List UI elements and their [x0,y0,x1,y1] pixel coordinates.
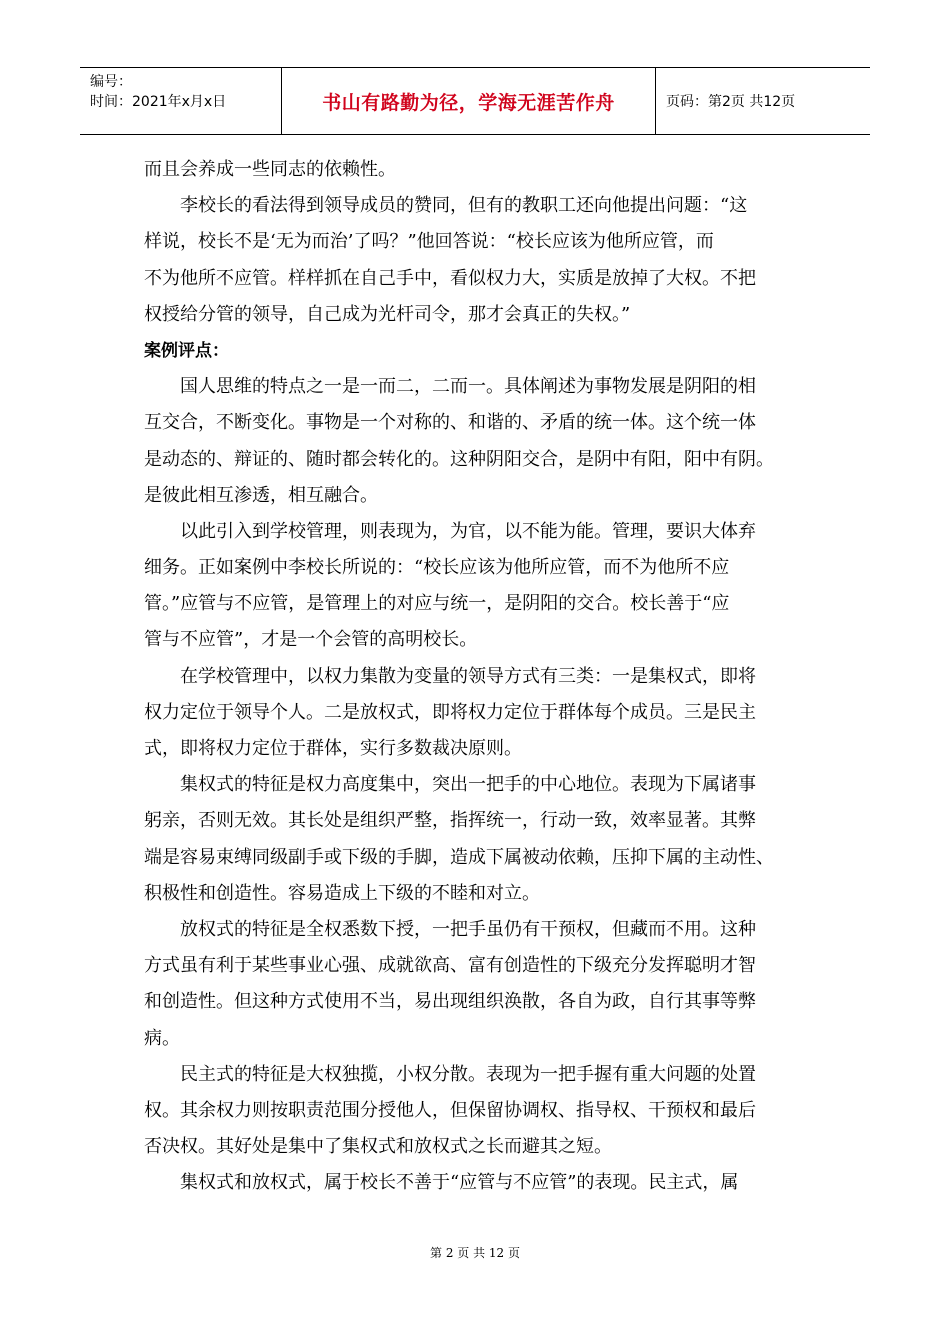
text-line: 不为他所不应管。样样抓在自己手中，看似权力大，实质是放掉了大权。不把 [144,267,756,289]
text-line: 是动态的、辩证的、随时都会转化的。这种阴阳交合，是阴中有阳，阳中有阴。 [144,448,774,470]
text-line: 病。 [144,1027,180,1049]
text-line: 积极性和创造性。容易造成上下级的不睦和对立。 [144,882,540,904]
document-header [80,67,870,135]
header-motto: 书山有路勤为径，学海无涯苦作舟 [282,68,656,134]
header-meta-cell [80,68,282,134]
header-page-indicator: 页码：第2页 共12页 [666,94,796,110]
text-line: 和创造性。但这种方式使用不当，易出现组织涣散，各自为政，自行其事等弊 [144,991,756,1013]
document-number-label: 编号： [90,74,132,90]
text-line: 权授给分管的领导，自己成为光杆司令，那才会真正的失权。” [144,303,631,325]
document-date-label: 时间：2021年x月x日 [90,94,227,110]
text-line: 是彼此相互渗透，相互融合。 [144,484,378,506]
text-line: 集权式和放权式，属于校长不善于“应管与不应管”的表现。民主式，属 [180,1172,739,1194]
text-line: 互交合，不断变化。事物是一个对称的、和谐的、矛盾的统一体。这个统一体 [144,412,756,434]
section-heading: 案例评点： [144,340,229,361]
text-line: 式，即将权力定位于群体，实行多数裁决原则。 [144,738,522,759]
text-line: 权。其余权力则按职责范围分授他人，但保留协调权、指导权、干预权和最后 [144,1099,756,1121]
text-line: 在学校管理中，以权力集散为变量的领导方式有三类：一是集权式，即将 [180,665,756,687]
text-line: 躬亲，否则无效。其长处是组织严整，指挥统一，行动一致，效率显著。其弊 [144,810,756,832]
text-line: 权力定位于领导个人。二是放权式，即将权力定位于群体每个成员。三是民主 [144,701,756,723]
text-line: 细务。正如案例中李校长所说的：“校长应该为他所应管，而不为他所不应 [144,557,730,579]
text-line: 端是容易束缚同级副手或下级的手脚，造成下属被动依赖，压抑下属的主动性、 [144,846,774,868]
text-line: 否决权。其好处是集中了集权式和放权式之长而避其之短。 [144,1136,612,1158]
text-line: 集权式的特征是权力高度集中，突出一把手的中心地位。表现为下属诸事 [180,774,756,796]
page-footer: 第 2 页 共 12 页 [430,1246,520,1260]
text-line: 民主式的特征是大权独揽，小权分散。表现为一把手握有重大问题的处置 [180,1063,756,1085]
document-body [144,152,809,1201]
text-line: 管与不应管”，才是一个会管的高明校长。 [144,629,478,651]
text-line: 国人思维的特点之一是一而二，二而一。具体阐述为事物发展是阴阳的相 [180,376,756,398]
text-line: 以此引入到学校管理，则表现为，为官，以不能为能。管理，要识大体弃 [180,520,756,542]
text-line: 李校长的看法得到领导成员的赞同，但有的教职工还向他提出问题：“这 [180,195,748,217]
text-line: 管。”应管与不应管，是管理上的对应与统一，是阴阳的交合。校长善于“应 [144,593,730,615]
text-line: 样说，校长不是‘无为而治’了吗？”他回答说：“校长应该为他所应管，而 [144,231,714,253]
text-line: 方式虽有利于某些事业心强、成就欲高、富有创造性的下级充分发挥聪明才智 [144,955,756,977]
text-line: 而且会养成一些同志的依赖性。 [144,159,396,180]
text-line: 放权式的特征是全权悉数下授，一把手虽仍有干预权，但藏而不用。这种 [180,918,756,940]
